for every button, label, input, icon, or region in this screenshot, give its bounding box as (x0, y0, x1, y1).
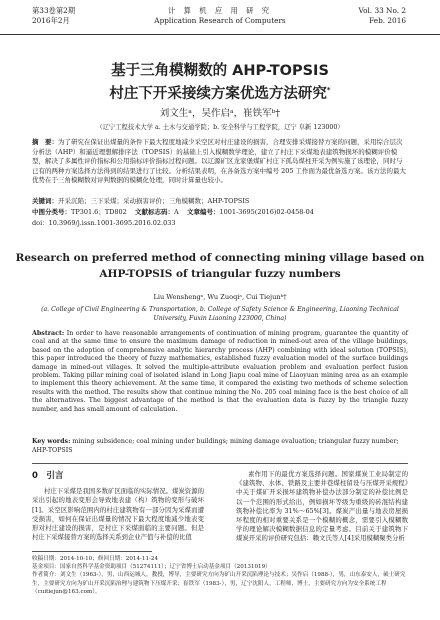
intro-paragraph-right: 素作用下的最优方案选择问题。国家煤炭工业局制定的《建筑物、水体、铁路及主要井巷煤柱留设与压煤开采规程》中关于煤矿开采损坏建筑物补偿办法部分制定的补偿比例是以一个范围的形式给出，例如损坏等级为重级的砖混结构建筑物补偿比率为 31%～65%[3]。煤炭产出量与地表房屋损坏程度的相对重要关系是一个模糊的概念，需要引入模糊数学的理论解决模糊数据信息的定量考虑。目前关于建筑物下煤炭开采的评价研究包括：赖文氏等人[4]采用模糊聚类分析 (236, 470, 408, 543)
running-header (0, 0, 440, 35)
intro-paragraph-left: 村庄下采煤是我国多数矿区面临的实际情况。煤炭资源的采出引起的地表变形会导致地表建（构）筑物的变形与破坏[1]。采空区影响范围内的村庄建筑物有一部分因为采煤而遭受损害，如何在保证出煤量的情况下最大程度地减少地表变形对村庄建设的损害，是村庄下采煤面临的主要问题。但是村庄下采煤接替方案的选择关系到企业产值与补偿的比值 (32, 487, 204, 542)
footnote-fund: 基金项目：国家自然科学基金资助项目（51274111）；辽宁省博士启动基金项目（20131019） (32, 564, 271, 571)
journal-name-en: Application Research of Computers (154, 16, 286, 25)
title-footnote-mark: * (326, 86, 331, 94)
footnote-received: 收稿日期：2014-10-10；修回日期：2014-11-24 (32, 556, 159, 562)
article-no-value: 1001-3695(2016)02-0458-04 (219, 208, 314, 216)
article-no-label: 文章编号： (187, 208, 220, 216)
title-en-line-1: Research on preferred method of connecting mining village based on (15, 252, 425, 264)
intro-heading: 0 引言 (32, 471, 64, 481)
abstract-cn (32, 138, 408, 186)
volume-cn: 第33卷第2期 (32, 6, 76, 15)
volume-en: Vol. 33 No. 2 (358, 6, 406, 15)
abstract-en-text: In order to have reasonable arrangements of continuation of mining program, guarantee the quantity of coal and at the same time to ensure the maximum damage of reduction in mined-out area of the village buildings, based on the adoption of comprehensive analytic hierarchy process (AHP) combining with ideal solution (TOPSIS), this paper introduced the theory of fuzzy mathematics, established fuzzy evaluation model of the surface buildings damage in mined-out villages. It solved the multiple-attribute evaluation problem and evaluation perfect fusion problem. Taking pillar mining coal of isolated island in Long Jiapu coal mine of Liaoyuan mining area as an example to implement this theory achievement. At the same time, it compared the existing two methods of scheme selection results with the method. The results show that continue mining the No. 205 coal mining face is the best choice of all the alternatives. The biggest advantage of the method is that the evaluation data is fuzzy by the triangle fuzzy number, and has small amount of calculation. (32, 330, 408, 413)
authors-en: Liu Wenshengᵃ, Wu Zuoqiᵃ, Cui Tiejunᵇ† (153, 293, 287, 301)
doi-label: doi： (32, 219, 49, 227)
paper-title-en (0, 250, 440, 282)
clc-value: TP301.6；TD802 (71, 208, 127, 216)
date-en: Feb. 2016 (369, 16, 406, 25)
footnote-bio: 作者简介：刘文生（1963-），男，山西运城人，教授，博导，主要研究方向为矿山开采沉陷理论与技术；吴作启（1988-），男，山东泰安人，硕士研究生，主要研究方向为矿山开采沉陷治理与建筑物下压煤开采；崔铁军（1983-），男，辽宁沈阳人，工程师，博士，主要研究方向为安全系统工程（cuitiejun@163.com）。 (32, 572, 406, 595)
doc-code-value: A (174, 208, 179, 216)
doi-line (32, 219, 408, 229)
journal-name-cn: 计 算 机 应 用 研 究 (168, 6, 272, 15)
footnote-divider (32, 551, 152, 552)
section-divider (32, 463, 408, 464)
doi-value: 10.3969/j.issn.1001-3695.2016.02.033 (48, 219, 176, 227)
abstract-cn-label: 摘 要： (32, 138, 58, 146)
date-cn: 2016年2月 (32, 16, 70, 25)
keywords-en (32, 438, 408, 455)
abstract-cn-text: 为了研究在保证出煤量的条件下最大程度地减少采空区对村庄建设的损害，合理安排采煤接替方案的问题，采用综合层次分析法（AHP）和逼近理想解排序法（TOPSIS）的基础上引入模糊数学理论，建立了村庄下采煤地表建筑物损坏的模糊评价模型，解决了多属性评价指标和公用指标评价指标过程问题。以辽源矿区龙家堡煤矿村庄下孤岛煤柱开采为例实施了该理论，同时与已有的两种方案选择方法得到的结果进行了比较。分析结果表明，在各备选方案中编号 205 工作面为最优备选方案。该方法的最大优势在于三角模糊数对评判数据的模糊化处理，同时计算量也较小。 (32, 138, 407, 185)
paper-title (0, 62, 440, 104)
title-en-line-2: AHP-TOPSIS of triangular fuzzy numbers (99, 268, 341, 280)
doc-code-label: 文献标志码： (135, 208, 175, 216)
keywords-cn (32, 197, 408, 207)
clc-label: 中图分类号： (32, 208, 71, 216)
affiliation-en: (a. College of Civil Engineering & Transportation, b. College of Safety Science & Engineering, Liaoning Technical University, Fuxin Liaoning 123000, China) (41, 306, 399, 322)
keywords-en-text: mining subsidence; coal mining under buildings; mining damage evaluation; triangular fuzzy number; AHP-TOPSIS (32, 438, 399, 454)
keywords-cn-label: 关键词： (32, 197, 58, 205)
header-right (358, 6, 406, 26)
title-line-2: 村庄下开采接续方案优选方法研究* (109, 85, 331, 102)
affiliation-cn: （辽宁工程技术大学 a. 土木与交通学院；b. 安全科学与工程学院，辽宁 阜新 123000） (96, 124, 344, 131)
body-column-left (32, 470, 204, 542)
authors-cn: 刘文生ᵃ，吴作启ᵃ，崔铁军ᵇ† (159, 108, 281, 119)
classification-line (32, 208, 408, 218)
title-line-1: 基于三角模糊数的 AHP-TOPSIS (111, 63, 329, 79)
abstract-en-label: Abstract: (32, 330, 65, 337)
abstract-en (32, 330, 408, 414)
body-column-right (236, 470, 408, 544)
footnote (32, 555, 408, 596)
keywords-en-label: Key words: (32, 438, 71, 445)
keywords-cn-text: 开采沉陷；三下采煤；采动损害评价；三角模糊数；AHP-TOPSIS (58, 197, 250, 205)
